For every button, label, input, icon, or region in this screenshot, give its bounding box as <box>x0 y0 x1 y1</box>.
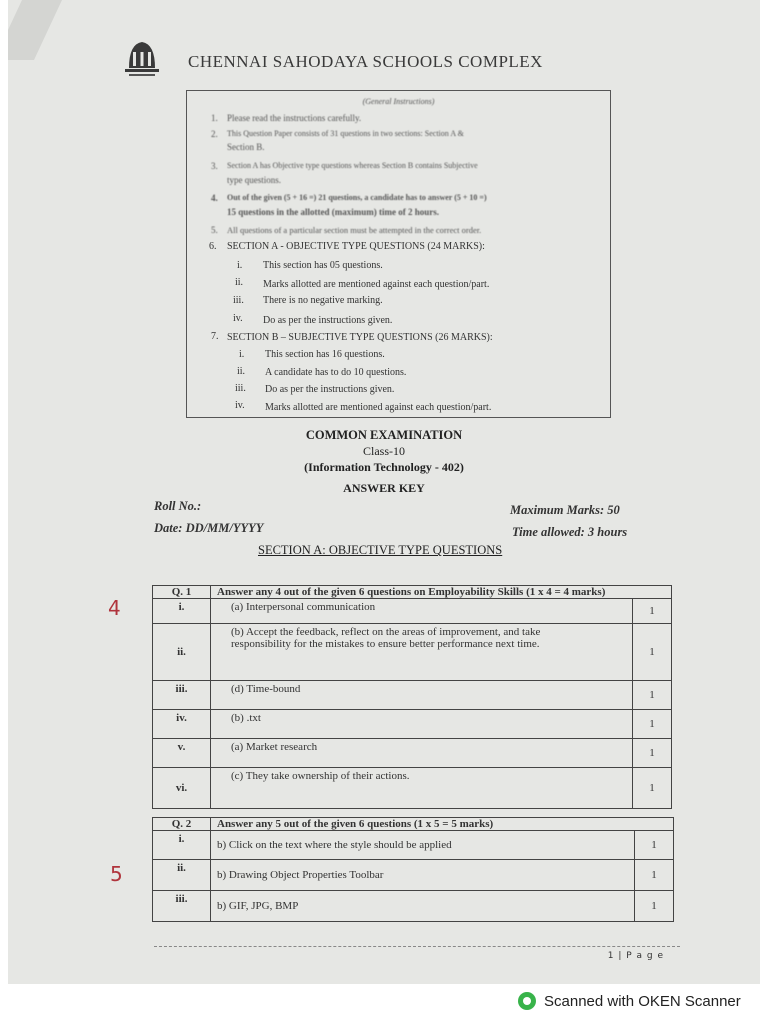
answer-cell: b) GIF, JPG, BMP <box>211 891 635 922</box>
school-name: CHENNAI SAHODAYA SCHOOLS COMPLEX <box>188 52 543 71</box>
exam-class: Class-10 <box>363 444 405 458</box>
sub-question-number: iv. <box>153 710 211 739</box>
time-allowed: Time allowed: 3 hours <box>512 525 628 539</box>
instruction-num: 1. <box>211 113 218 123</box>
question-heading: Answer any 4 out of the given 6 questions on Employability Skills (1 x 4 = 4 marks) <box>211 586 672 599</box>
marks-cell: 1 <box>633 739 672 768</box>
instruction-num: 2. <box>211 129 218 139</box>
footer-divider <box>154 946 680 947</box>
section-b-point: Marks allotted are mentioned against each question/part. <box>265 402 492 413</box>
table-row <box>153 624 672 681</box>
instructions-heading: (General Instructions) <box>362 97 435 106</box>
exam-title: COMMON EXAMINATION <box>305 428 463 442</box>
section-a-num: 6. <box>209 241 217 252</box>
section-a-point-roman: i. <box>237 260 243 271</box>
sub-question-number: i. <box>153 599 211 624</box>
scanner-watermark <box>518 990 741 1012</box>
section-b-point: This section has 16 questions. <box>265 349 385 360</box>
question-number: Q. 2 <box>153 818 211 831</box>
instruction-text: Section A has Objective type questions whereas Section B contains Subjective <box>227 161 478 170</box>
handwritten-q1-score: 4 <box>108 596 121 620</box>
general-instructions-box <box>186 90 611 418</box>
table-row <box>153 710 672 739</box>
table-row <box>153 768 672 809</box>
table-row <box>153 818 674 831</box>
section-a-point-roman: iii. <box>233 295 244 306</box>
section-b-point: A candidate has to do 10 questions. <box>265 367 407 378</box>
answer-cell: (b) .txt <box>211 710 633 739</box>
table-row <box>153 586 672 599</box>
table-row <box>153 739 672 768</box>
school-logo-icon <box>121 38 163 78</box>
sub-question-number: v. <box>153 739 211 768</box>
section-a-point: There is no negative marking. <box>263 295 383 306</box>
scanner-label: Scanned with OKEN Scanner <box>544 992 741 1010</box>
table-row <box>153 860 674 891</box>
answer-key-label: ANSWER KEY <box>343 481 425 495</box>
instruction-text: All questions of a particular section must be attempted in the correct order. <box>227 225 482 235</box>
instruction-text: Section B. <box>227 142 265 152</box>
instruction-text: This Question Paper consists of 31 questions in two sections: Section A & <box>227 129 464 138</box>
marks-cell: 1 <box>633 710 672 739</box>
section-a-point: Marks allotted are mentioned against each question/part. <box>263 279 490 290</box>
q1-answer-table <box>152 585 672 809</box>
sub-question-number: i. <box>153 831 211 860</box>
answer-cell: b) Drawing Object Properties Toolbar <box>211 860 635 891</box>
question-number: Q. 1 <box>153 586 211 599</box>
marks-cell: 1 <box>635 860 674 891</box>
instruction-text: 15 questions in the allotted (maximum) time of 2 hours. <box>227 207 439 217</box>
marks-cell: 1 <box>633 599 672 624</box>
section-a-point: This section has 05 questions. <box>263 260 383 271</box>
maximum-marks: Maximum Marks: 50 <box>510 503 620 517</box>
instruction-num: 3. <box>211 161 218 171</box>
section-a-instruction-title: SECTION A - OBJECTIVE TYPE QUESTIONS (24 MARKS): <box>227 241 485 252</box>
section-a-title: SECTION A: OBJECTIVE TYPE QUESTIONS <box>258 543 503 557</box>
sub-question-number: iii. <box>153 681 211 710</box>
roll-number: Roll No.: <box>154 499 202 513</box>
answer-cell: (a) Interpersonal communication <box>211 599 633 624</box>
answer-cell: (a) Market research <box>211 739 633 768</box>
section-b-point-roman: iii. <box>235 383 246 394</box>
instruction-num: 5. <box>211 225 218 235</box>
section-a-point-roman: ii. <box>235 277 244 288</box>
sub-question-number: vi. <box>153 768 211 809</box>
section-b-num: 7. <box>211 331 219 342</box>
section-a-point: Do as per the instructions given. <box>263 315 393 326</box>
instruction-text: type questions. <box>227 175 281 185</box>
marks-cell: 1 <box>633 681 672 710</box>
document-page <box>8 0 760 984</box>
table-row <box>153 599 672 624</box>
marks-cell: 1 <box>635 831 674 860</box>
marks-cell: 1 <box>633 768 672 809</box>
answer-cell: b) Click on the text where the style should be applied <box>211 831 635 860</box>
instruction-text: Please read the instructions carefully. <box>227 113 362 123</box>
answer-cell: (d) Time-bound <box>211 681 633 710</box>
marks-cell: 1 <box>633 624 672 681</box>
section-b-point-roman: iv. <box>235 400 245 411</box>
instruction-text: Out of the given (5 + 16 =) 21 questions, a candidate has to answer (5 + 10 =) <box>227 193 487 202</box>
page-number: 1 | P a g e <box>607 951 664 961</box>
oken-scanner-logo-icon <box>518 992 536 1010</box>
sub-question-number: ii. <box>153 624 211 681</box>
handwritten-q2-score: 5 <box>110 862 123 886</box>
instruction-num: 4. <box>211 193 218 203</box>
section-a-point-roman: iv. <box>233 313 243 324</box>
question-heading: Answer any 5 out of the given 6 questions (1 x 5 = 5 marks) <box>211 818 674 831</box>
sub-question-number: iii. <box>153 891 211 922</box>
answer-cell: (c) They take ownership of their actions. <box>211 768 633 809</box>
section-b-point: Do as per the instructions given. <box>265 384 395 395</box>
exam-subject: (Information Technology - 402) <box>304 460 464 474</box>
exam-date: Date: DD/MM/YYYY <box>154 521 264 535</box>
paper-fold-shadow <box>8 0 62 60</box>
section-b-point-roman: ii. <box>237 366 246 377</box>
table-row <box>153 681 672 710</box>
section-b-instruction-title: SECTION B – SUBJECTIVE TYPE QUESTIONS (26 MARKS): <box>227 332 493 343</box>
q2-answer-table <box>152 817 674 922</box>
section-b-point-roman: i. <box>239 349 245 360</box>
table-row <box>153 891 674 922</box>
sub-question-number: ii. <box>153 860 211 891</box>
table-row <box>153 831 674 860</box>
marks-cell: 1 <box>635 891 674 922</box>
answer-cell: (b) Accept the feedback, reflect on the areas of improvement, and take responsibility for the mistakes to ensure better performance next time. <box>211 624 633 681</box>
